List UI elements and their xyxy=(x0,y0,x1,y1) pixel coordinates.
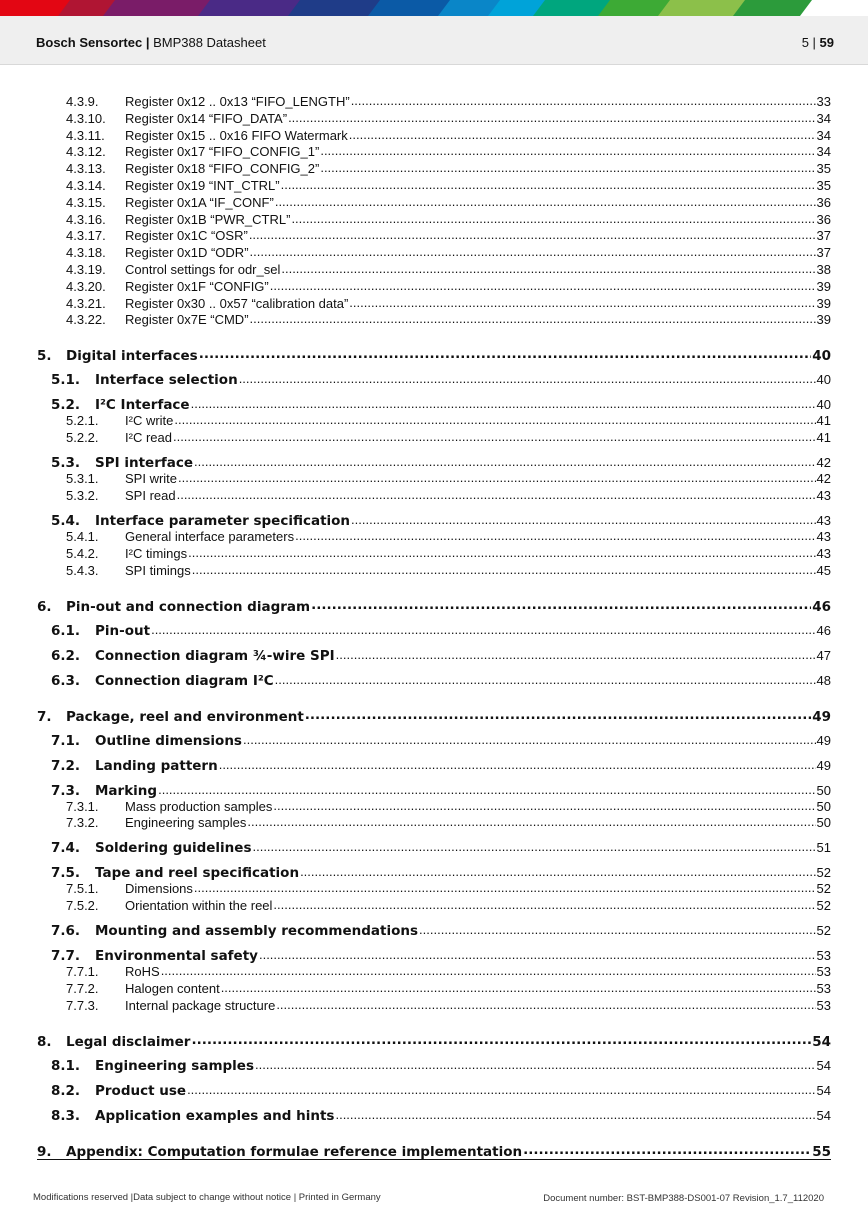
toc-entry-number: 7.5. xyxy=(51,865,81,881)
toc-entry-title: Register 0x1A “IF_CONF” xyxy=(125,195,274,210)
toc-entry-title: Landing pattern xyxy=(95,758,218,774)
toc-entry-number: 5.4. xyxy=(51,513,81,529)
toc-dot-leader xyxy=(250,244,816,257)
toc-entry-title: Product use xyxy=(95,1083,187,1099)
toc-entry-title: Soldering guidelines xyxy=(95,840,252,856)
toc-entry-number: 5.1. xyxy=(51,372,81,388)
toc-entry-level-3[interactable] xyxy=(66,997,831,1014)
toc-entry-number: 7.3.2. xyxy=(66,815,99,830)
toc-dot-leader xyxy=(273,897,815,910)
toc-dot-leader xyxy=(270,278,816,291)
toc-entry-title: I²C Interface xyxy=(95,397,190,413)
toc-entry-number: 5. xyxy=(37,347,52,364)
toc-entry-title: SPI write xyxy=(125,471,178,486)
toc-dot-leader xyxy=(187,1082,815,1095)
toc-dot-leader xyxy=(276,997,815,1010)
toc-entry-title: Register 0x19 “INT_CTRL” xyxy=(125,178,280,193)
toc-dot-leader xyxy=(243,732,816,745)
toc-entry-number: 5.2.1. xyxy=(66,413,99,428)
toc-entry-title: Marking xyxy=(95,783,158,799)
toc-entry-level-1[interactable] xyxy=(37,346,831,364)
toc-entry-level-3[interactable] xyxy=(66,261,831,278)
toc-entry-level-3[interactable] xyxy=(66,798,831,815)
toc-entry-level-3[interactable] xyxy=(66,897,831,914)
toc-entry-number: 6.1. xyxy=(51,623,81,639)
toc-entry-page: 46 xyxy=(812,598,831,615)
toc-dot-leader xyxy=(291,211,815,224)
toc-entry-level-3[interactable] xyxy=(66,227,831,244)
toc-dot-leader xyxy=(320,160,815,173)
toc-entry-number: 4.3.17. xyxy=(66,228,106,243)
toc-entry-level-3[interactable] xyxy=(66,127,831,144)
toc-entry-page: 36 xyxy=(816,195,831,210)
toc-entry-level-3[interactable] xyxy=(66,211,831,228)
toc-dot-leader xyxy=(252,839,815,852)
toc-entry-title: SPI interface xyxy=(95,455,193,471)
toc-entry-page: 43 xyxy=(816,546,831,561)
toc-entry-title: Register 0x7E “CMD” xyxy=(125,312,249,327)
toc-entry-title: I²C timings xyxy=(125,546,188,561)
toc-entry-title: SPI timings xyxy=(125,563,191,578)
toc-entry-page: 41 xyxy=(816,430,831,445)
toc-entry-level-3[interactable] xyxy=(66,110,831,127)
toc-entry-page: 54 xyxy=(816,1083,831,1098)
toc-entry-page: 53 xyxy=(816,964,831,979)
toc-entry-title: Register 0x1B “PWR_CTRL” xyxy=(125,212,291,227)
toc-entry-number: 6.3. xyxy=(51,673,81,689)
toc-entry-level-2[interactable] xyxy=(51,757,831,774)
toc-dot-leader xyxy=(221,980,816,993)
toc-entry-page: 38 xyxy=(816,262,831,277)
toc-entry-level-2[interactable] xyxy=(51,922,831,939)
toc-dot-leader xyxy=(191,396,816,409)
toc-entry-number: 5.4.3. xyxy=(66,563,99,578)
document-title xyxy=(36,35,266,50)
toc-entry-title: I²C read xyxy=(125,430,172,445)
toc-entry-number: 7.5.2. xyxy=(66,898,99,913)
toc-entry-level-3[interactable] xyxy=(66,177,831,194)
toc-entry-page: 34 xyxy=(816,128,831,143)
toc-entry-level-3[interactable] xyxy=(66,93,831,110)
toc-entry-level-2[interactable] xyxy=(51,454,831,471)
toc-entry-title: Appendix: Computation formulae reference implementation xyxy=(66,1143,523,1160)
toc-entry-title: Legal disclaimer xyxy=(66,1033,191,1050)
toc-entry-page: 36 xyxy=(816,212,831,227)
toc-entry-number: 6.2. xyxy=(51,648,81,664)
footer-notice: Modifications reserved |Data subject to change without notice | Printed in Germany xyxy=(33,1192,381,1203)
page-number xyxy=(802,35,834,50)
toc-entry-level-3[interactable] xyxy=(66,160,831,177)
toc-dot-leader xyxy=(247,814,815,827)
toc-entry-number: 7.3. xyxy=(51,783,81,799)
stripe-segment xyxy=(733,0,812,16)
toc-dot-leader xyxy=(249,227,816,240)
toc-entry-page: 42 xyxy=(816,455,831,470)
toc-entry-level-1[interactable] xyxy=(37,707,831,725)
toc-entry-page: 52 xyxy=(816,865,831,880)
toc-entry-title: SPI read xyxy=(125,488,176,503)
toc-entry-page: 49 xyxy=(812,708,831,725)
toc-entry-page: 52 xyxy=(816,898,831,913)
toc-entry-level-1[interactable] xyxy=(37,1032,831,1050)
toc-entry-number: 6. xyxy=(37,598,52,615)
toc-entry-number: 4.3.15. xyxy=(66,195,106,210)
toc-entry-page: 53 xyxy=(816,998,831,1013)
toc-dot-leader xyxy=(349,127,816,140)
toc-entry-number: 4.3.18. xyxy=(66,245,106,260)
toc-entry-title: Engineering samples xyxy=(95,1058,255,1074)
toc-entry-level-3[interactable] xyxy=(66,814,831,831)
toc-entry-page: 43 xyxy=(816,513,831,528)
toc-entry-number: 4.3.16. xyxy=(66,212,106,227)
toc-entry-page: 33 xyxy=(816,94,831,109)
toc-dot-leader xyxy=(311,597,811,611)
toc-entry-page: 53 xyxy=(816,948,831,963)
toc-entry-level-3[interactable] xyxy=(66,545,831,562)
toc-entry-title: Mass production samples xyxy=(125,799,273,814)
toc-entry-number: 7.7.3. xyxy=(66,998,99,1013)
toc-entry-number: 7.4. xyxy=(51,840,81,856)
toc-dot-leader xyxy=(158,782,815,795)
toc-entry-title: RoHS xyxy=(125,964,160,979)
toc-entry-level-3[interactable] xyxy=(66,880,831,897)
toc-dot-leader xyxy=(177,487,816,500)
toc-entry-title: Application examples and hints xyxy=(95,1108,335,1124)
toc-entry-level-3[interactable] xyxy=(66,412,831,429)
toc-dot-leader xyxy=(192,562,816,575)
toc-entry-page: 52 xyxy=(816,923,831,938)
toc-entry-number: 4.3.19. xyxy=(66,262,106,277)
toc-entry-title: Register 0x1D “ODR” xyxy=(125,245,249,260)
toc-entry-title: I²C write xyxy=(125,413,174,428)
toc-entry-page: 39 xyxy=(816,312,831,327)
toc-dot-leader xyxy=(288,110,815,123)
toc-dot-leader xyxy=(281,177,816,190)
toc-entry-level-3[interactable] xyxy=(66,562,831,579)
toc-entry-page: 50 xyxy=(816,783,831,798)
toc-entry-number: 7.6. xyxy=(51,923,81,939)
toc-dot-leader xyxy=(188,545,815,558)
toc-dot-leader xyxy=(336,647,816,660)
toc-entry-level-3[interactable] xyxy=(66,528,831,545)
toc-entry-page: 43 xyxy=(816,488,831,503)
toc-entry-title: Connection diagram I²C xyxy=(95,673,274,689)
toc-dot-leader xyxy=(178,470,816,483)
toc-entry-title: Digital interfaces xyxy=(66,347,198,364)
toc-entry-title: Register 0x18 “FIFO_CONFIG_2” xyxy=(125,161,320,176)
toc-entry-level-3[interactable] xyxy=(66,980,831,997)
toc-entry-title: Dimensions xyxy=(125,881,193,896)
toc-dot-leader xyxy=(255,1057,816,1070)
toc-entry-level-3[interactable] xyxy=(66,470,831,487)
toc-entry-page: 46 xyxy=(816,623,831,638)
toc-entry-level-3[interactable] xyxy=(66,295,831,312)
page-header xyxy=(0,16,868,65)
toc-dot-leader xyxy=(194,880,816,893)
toc-entry-level-2[interactable] xyxy=(51,864,831,881)
toc-entry-level-1[interactable] xyxy=(37,1142,831,1160)
toc-dot-leader xyxy=(305,707,811,721)
toc-entry-page: 35 xyxy=(816,178,831,193)
toc-entry-page: 52 xyxy=(816,881,831,896)
toc-dot-leader xyxy=(173,429,816,442)
toc-entry-page: 54 xyxy=(816,1108,831,1123)
toc-entry-level-2[interactable] xyxy=(51,1107,831,1124)
toc-entry-level-2[interactable] xyxy=(51,512,831,529)
toc-entry-number: 5.2. xyxy=(51,397,81,413)
toc-dot-leader xyxy=(151,622,815,635)
toc-entry-page: 45 xyxy=(816,563,831,578)
brand-name: Bosch Sensortec | xyxy=(36,35,150,50)
toc-entry-page: 49 xyxy=(816,733,831,748)
toc-dot-leader xyxy=(300,864,815,877)
toc-entry-number: 4.3.21. xyxy=(66,296,106,311)
toc-dot-leader xyxy=(174,412,815,425)
toc-entry-level-2[interactable] xyxy=(51,622,831,639)
toc-entry-number: 5.3. xyxy=(51,455,81,471)
toc-entry-number: 4.3.13. xyxy=(66,161,106,176)
toc-entry-number: 7.1. xyxy=(51,733,81,749)
toc-dot-leader xyxy=(275,194,816,207)
toc-entry-page: 40 xyxy=(816,372,831,387)
toc-entry-level-3[interactable] xyxy=(66,143,831,160)
toc-entry-number: 4.3.14. xyxy=(66,178,106,193)
toc-entry-number: 7. xyxy=(37,708,52,725)
toc-dot-leader xyxy=(199,346,812,360)
toc-entry-number: 5.4.2. xyxy=(66,546,99,561)
toc-dot-leader xyxy=(259,947,816,960)
toc-entry-page: 53 xyxy=(816,981,831,996)
toc-entry-level-2[interactable] xyxy=(51,782,831,799)
toc-entry-level-3[interactable] xyxy=(66,311,831,328)
toc-entry-level-2[interactable] xyxy=(51,672,831,689)
toc-entry-number: 7.3.1. xyxy=(66,799,99,814)
toc-entry-level-2[interactable] xyxy=(51,1082,831,1099)
toc-entry-page: 47 xyxy=(816,648,831,663)
toc-entry-number: 9. xyxy=(37,1143,52,1160)
toc-dot-leader xyxy=(295,528,815,541)
toc-dot-leader xyxy=(281,261,815,274)
toc-entry-title: Register 0x1C “OSR” xyxy=(125,228,248,243)
toc-dot-leader xyxy=(351,512,815,525)
toc-entry-title: Register 0x15 .. 0x16 FIFO Watermark xyxy=(125,128,348,143)
toc-entry-title: Register 0x1F “CONFIG” xyxy=(125,279,269,294)
toc-entry-level-2[interactable] xyxy=(51,1057,831,1074)
toc-entry-level-3[interactable] xyxy=(66,194,831,211)
toc-entry-number: 7.7.1. xyxy=(66,964,99,979)
toc-entry-page: 50 xyxy=(816,799,831,814)
toc-entry-number: 5.3.1. xyxy=(66,471,99,486)
toc-entry-title: Halogen content xyxy=(125,981,220,996)
toc-dot-leader xyxy=(351,93,816,106)
toc-entry-level-3[interactable] xyxy=(66,487,831,504)
toc-entry-title: Interface parameter specification xyxy=(95,513,351,529)
toc-entry-level-3[interactable] xyxy=(66,963,831,980)
toc-entry-page: 51 xyxy=(816,840,831,855)
toc-entry-number: 8.3. xyxy=(51,1108,81,1124)
toc-entry-page: 40 xyxy=(812,347,831,364)
toc-entry-title: Pin-out and connection diagram xyxy=(66,598,311,615)
footer-document-number: Document number: BST-BMP388-DS001-07 Revision_1.7_112020 xyxy=(543,1193,824,1204)
toc-entry-page: 43 xyxy=(816,529,831,544)
toc-entry-level-1[interactable] xyxy=(37,597,831,615)
toc-dot-leader xyxy=(191,1032,811,1046)
toc-dot-leader xyxy=(161,963,816,976)
datasheet-name: BMP388 Datasheet xyxy=(149,35,266,50)
toc-entry-level-3[interactable] xyxy=(66,244,831,261)
toc-entry-number: 4.3.10. xyxy=(66,111,106,126)
toc-dot-leader xyxy=(275,672,816,685)
toc-entry-level-2[interactable] xyxy=(51,947,831,964)
toc-entry-title: Environmental safety xyxy=(95,948,258,964)
toc-entry-title: Tape and reel specification xyxy=(95,865,300,881)
toc-entry-page: 34 xyxy=(816,144,831,159)
toc-entry-page: 42 xyxy=(816,471,831,486)
toc-dot-leader xyxy=(523,1142,811,1156)
toc-dot-leader xyxy=(349,295,815,308)
toc-entry-number: 8. xyxy=(37,1033,52,1050)
toc-entry-number: 5.4.1. xyxy=(66,529,99,544)
toc-entry-title: Connection diagram ¾-wire SPI xyxy=(95,648,335,664)
toc-entry-page: 37 xyxy=(816,245,831,260)
toc-entry-number: 4.3.20. xyxy=(66,279,106,294)
toc-entry-number: 4.3.12. xyxy=(66,144,106,159)
toc-dot-leader xyxy=(219,757,816,770)
toc-entry-number: 7.7. xyxy=(51,948,81,964)
toc-entry-page: 55 xyxy=(812,1143,831,1160)
toc-entry-title: Interface selection xyxy=(95,372,238,388)
toc-entry-page: 39 xyxy=(816,279,831,294)
toc-entry-title: Package, reel and environment xyxy=(66,708,304,725)
page-total: 59 xyxy=(819,35,834,50)
toc-entry-number: 5.2.2. xyxy=(66,430,99,445)
toc-entry-number: 7.5.1. xyxy=(66,881,99,896)
toc-entry-title: Register 0x17 “FIFO_CONFIG_1” xyxy=(125,144,320,159)
toc-entry-level-2[interactable] xyxy=(51,647,831,664)
toc-entry-level-2[interactable] xyxy=(51,839,831,856)
toc-entry-page: 48 xyxy=(816,673,831,688)
toc-dot-leader xyxy=(320,143,815,156)
toc-entry-title: Register 0x30 .. 0x57 “calibration data” xyxy=(125,296,349,311)
section-underline xyxy=(37,1159,831,1160)
toc-entry-page: 54 xyxy=(816,1058,831,1073)
toc-entry-title: General interface parameters xyxy=(125,529,295,544)
toc-dot-leader xyxy=(419,922,816,935)
toc-entry-page: 41 xyxy=(816,413,831,428)
page-current: 5 | xyxy=(801,35,820,50)
toc-entry-page: 40 xyxy=(816,397,831,412)
toc-entry-page: 54 xyxy=(812,1033,831,1050)
toc-entry-level-3[interactable] xyxy=(66,429,831,446)
toc-entry-title: Outline dimensions xyxy=(95,733,242,749)
toc-dot-leader xyxy=(194,454,816,467)
toc-entry-number: 8.2. xyxy=(51,1083,81,1099)
toc-entry-number: 8.1. xyxy=(51,1058,81,1074)
toc-entry-level-3[interactable] xyxy=(66,278,831,295)
toc-entry-title: Control settings for odr_sel xyxy=(125,262,281,277)
toc-entry-page: 34 xyxy=(816,111,831,126)
toc-entry-title: Orientation within the reel xyxy=(125,898,273,913)
toc-entry-number: 7.2. xyxy=(51,758,81,774)
color-stripe-banner xyxy=(0,0,868,16)
toc-entry-title: Engineering samples xyxy=(125,815,247,830)
toc-entry-title: Internal package structure xyxy=(125,998,276,1013)
toc-entry-number: 4.3.9. xyxy=(66,94,99,109)
toc-dot-leader xyxy=(273,798,815,811)
toc-entry-title: Register 0x12 .. 0x13 “FIFO_LENGTH” xyxy=(125,94,350,109)
toc-entry-page: 50 xyxy=(816,815,831,830)
toc-entry-page: 49 xyxy=(816,758,831,773)
toc-entry-page: 35 xyxy=(816,161,831,176)
toc-entry-number: 7.7.2. xyxy=(66,981,99,996)
toc-entry-number: 4.3.11. xyxy=(66,128,105,143)
toc-entry-level-2[interactable] xyxy=(51,371,831,388)
toc-dot-leader xyxy=(335,1107,815,1120)
toc-entry-level-2[interactable] xyxy=(51,732,831,749)
toc-entry-page: 37 xyxy=(816,228,831,243)
toc-entry-title: Mounting and assembly recommendations xyxy=(95,923,419,939)
toc-entry-title: Pin-out xyxy=(95,623,151,639)
toc-entry-level-2[interactable] xyxy=(51,396,831,413)
toc-entry-number: 4.3.22. xyxy=(66,312,106,327)
toc-entry-page: 39 xyxy=(816,296,831,311)
toc-dot-leader xyxy=(250,311,816,324)
toc-dot-leader xyxy=(239,371,816,384)
toc-entry-title: Register 0x14 “FIFO_DATA” xyxy=(125,111,288,126)
stripe-graphic xyxy=(0,0,868,16)
toc-entry-number: 5.3.2. xyxy=(66,488,99,503)
